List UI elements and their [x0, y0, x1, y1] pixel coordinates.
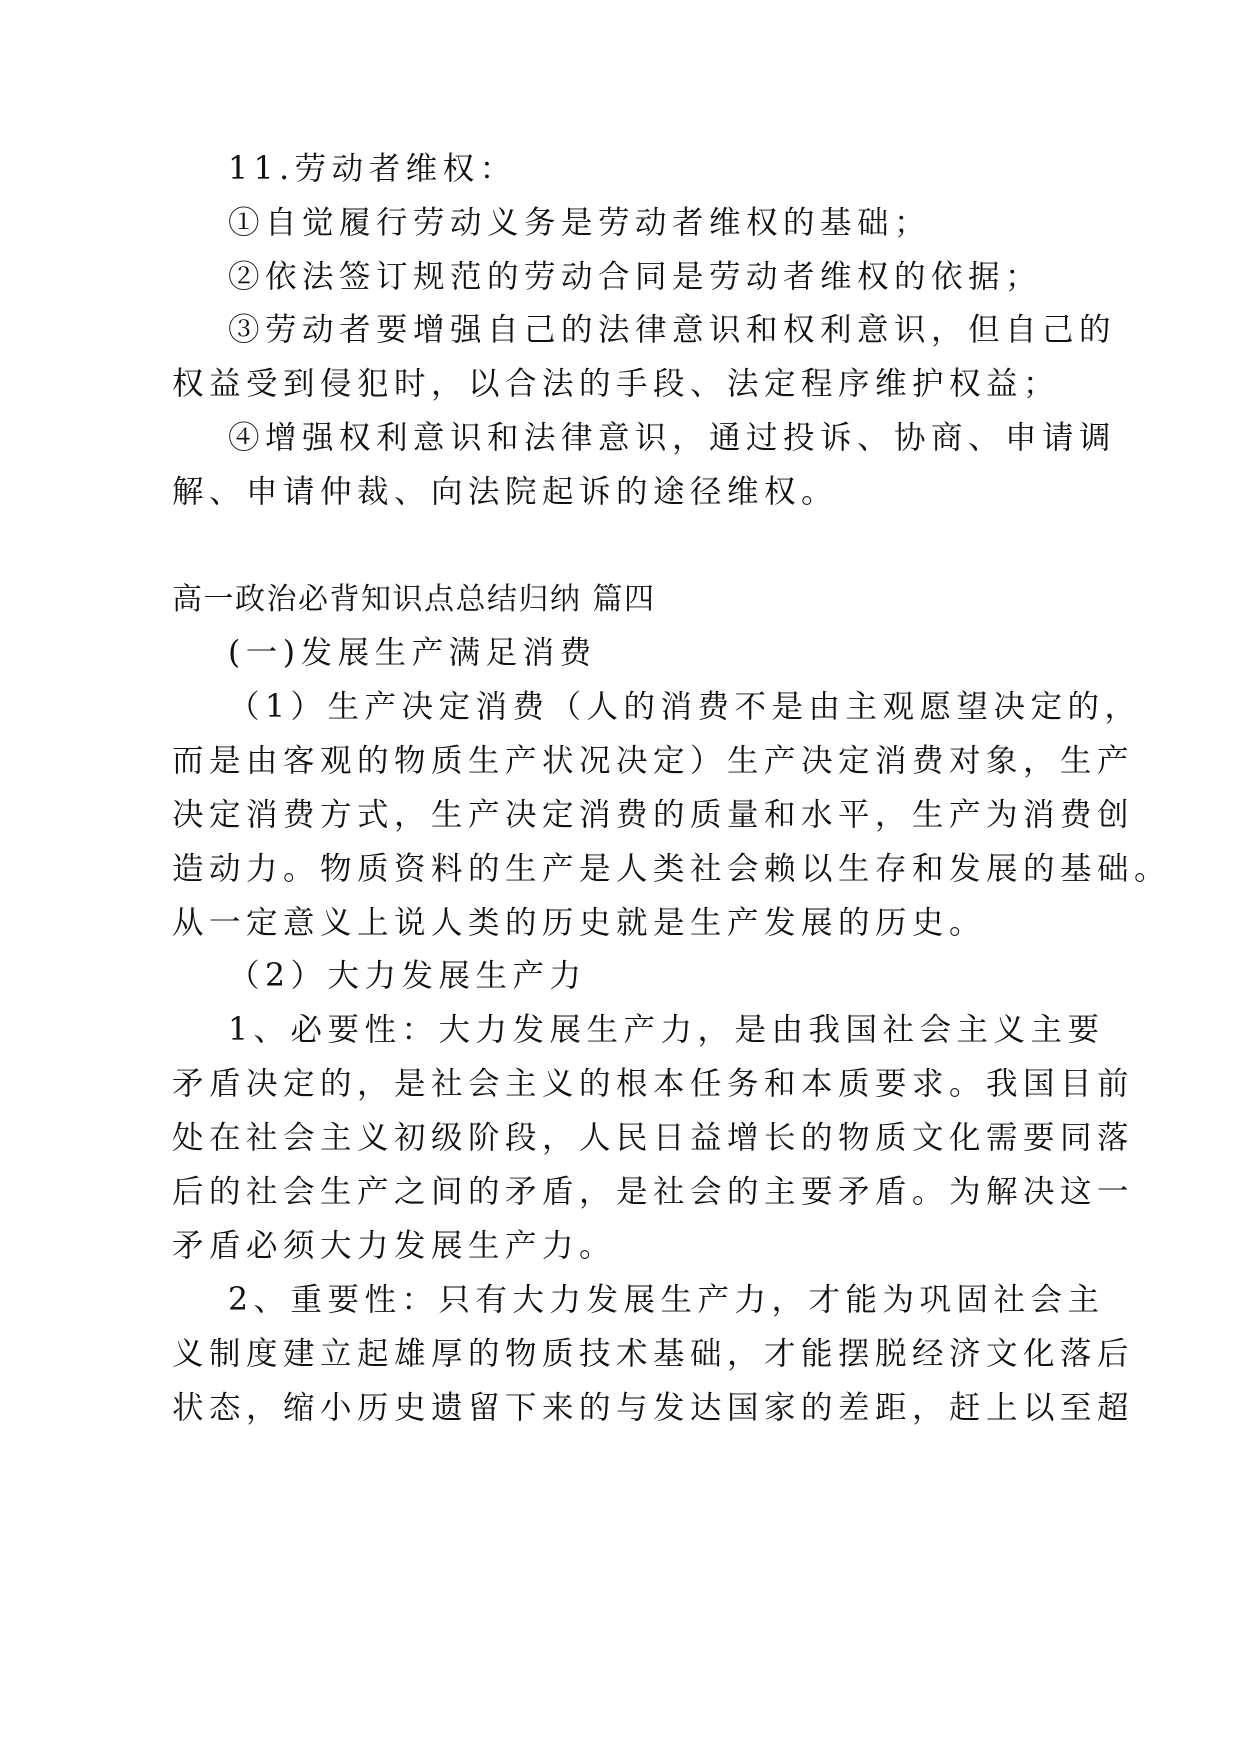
necessity-line-4: 后的社会生产之间的矛盾，是社会的主要矛盾。为解决这一 [172, 1174, 1135, 1210]
section-11-item-4-line-2: 解、申请仲裁、向法院起诉的途径维权。 [172, 474, 839, 510]
point-1-line-1: （1）生产决定消费（人的消费不是由主观愿望决定的， [228, 689, 1142, 725]
point-1-line-2: 而是由客观的物质生产状况决定）生产决定消费对象，生产 [172, 743, 1135, 779]
section-11-item-1: ①自觉履行劳动义务是劳动者维权的基础； [228, 205, 932, 241]
importance-line-2: 义制度建立起雄厚的物质技术基础，才能摆脱经济文化落后 [172, 1336, 1135, 1372]
section-11-item-4-line-1: ④增强权利意识和法律意识，通过投诉、协商、申请调 [228, 420, 1117, 456]
section-11-item-3-line-1: ③劳动者要增强自己的法律意识和权利意识，但自己的 [228, 312, 1117, 348]
point-1-line-3: 决定消费方式，生产决定消费的质量和水平，生产为消费创 [172, 797, 1135, 833]
section-11-item-3-line-2: 权益受到侵犯时，以合法的手段、法定程序维护权益； [172, 366, 1061, 402]
subsection-title: (一)发展生产满足消费 [228, 635, 597, 671]
point-1-line-4: 造动力。物质资料的生产是人类社会赖以生存和发展的基础。 [172, 851, 1172, 887]
necessity-line-1: 1、必要性：大力发展生产力，是由我国社会主义主要 [228, 1012, 1105, 1048]
necessity-line-2: 矛盾决定的，是社会主义的根本任务和本质要求。我国目前 [172, 1066, 1135, 1102]
importance-line-3: 状态，缩小历史遗留下来的与发达国家的差距，赶上以至超 [172, 1390, 1135, 1426]
chapter-heading: 高一政治必背知识点总结归纳 篇四 [172, 582, 656, 617]
point-1-line-5: 从一定意义上说人类的历史就是生产发展的历史。 [172, 905, 987, 941]
importance-line-1: 2、重要性：只有大力发展生产力，才能为巩固社会主 [228, 1282, 1105, 1318]
necessity-line-3: 处在社会主义初级阶段，人民日益增长的物质文化需要同落 [172, 1120, 1135, 1156]
section-11-item-2: ②依法签订规范的劳动合同是劳动者维权的依据； [228, 259, 1043, 295]
necessity-line-5: 矛盾必须大力发展生产力。 [172, 1228, 617, 1264]
point-2-title: （2）大力发展生产力 [228, 958, 587, 994]
section-11-title: 11.劳动者维权： [228, 151, 517, 187]
